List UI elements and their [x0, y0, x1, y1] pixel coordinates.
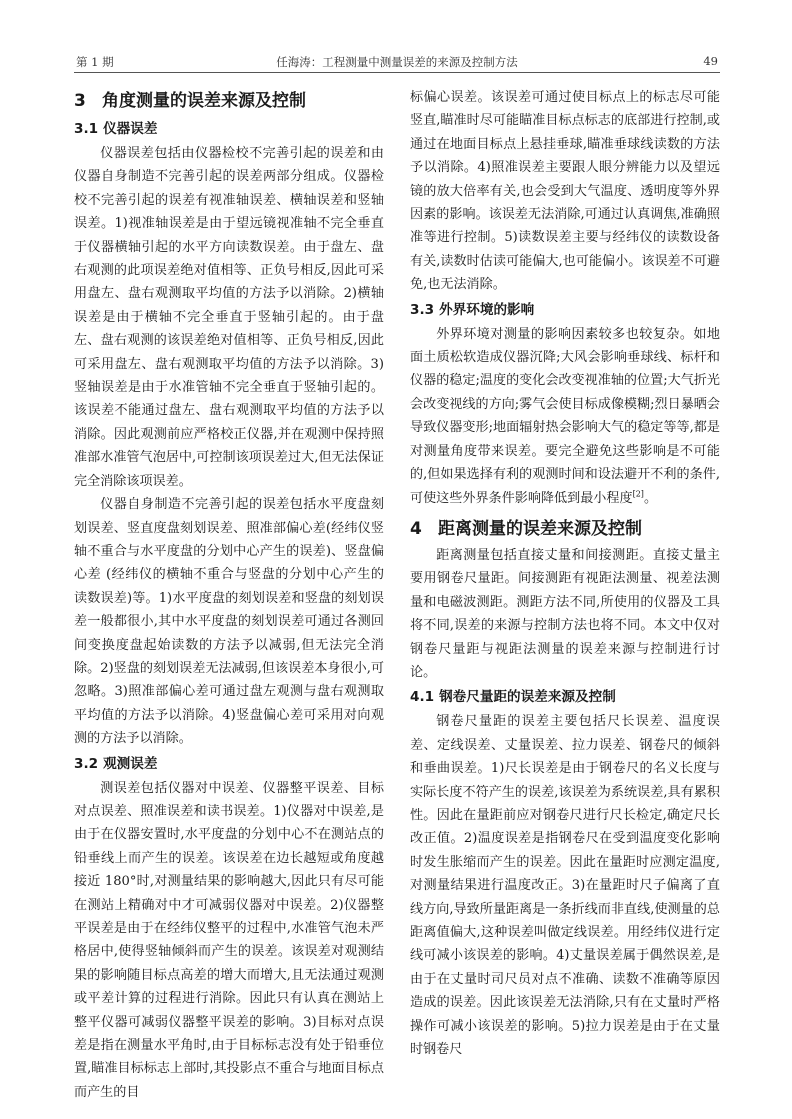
paragraph: 仪器自身制造不完善引起的误差包括水平度盘刻划误差、竖直度盘刻划误差、照准部偏心差(经纬仪竖轴不重合与水平度盘的分划中心产生的误差)、竖盘偏心差 (经纬仪的横轴不重合与竖盘的分划中心产生的读数误差)等。1)水平度盘的刻划误差和竖盘的刻划误差一般都很小,其中水平度盘的刻划误差可通过各测回间变换度盘起始读数的方法予以减弱,但无法完全消除。2)竖盘的刻划误差无法减弱,但该误差本身很小,可忽略。3)照准部偏心差可通过盘左观测与盘右观测取平均值的方法予以消除。4)竖盘偏心差可采用对向观测的方法予以消除。: [74, 497, 384, 747]
left-column: [74, 86, 384, 1104]
paragraph: 测误差包括仪器对中误差、仪器整平误差、目标对点误差、照准误差和读书误差。1)仪器对中误差,是由于在仪器安置时,水平度盘的分划中心不在测站点的铅垂线上而产生的误差。该误差在边长越短或角度越接近 180°时,对测量结果的影响越大,因此只有尽可能在测站上精确对中才可减弱仪器对中误差。2)仪器整平误差是由于在经纬仪整平的过程中,水准管气泡未严格居中,使得竖轴倾斜而产生的误差。该误差对观测结果的影响随目标点高差的增大而增大,且无法通过观测或平差计算的过程进行消除。因此只有认真在测站上整平仪器可减弱仪器整平误差的影响。3)目标对点误差是指在测量水平角时,由于目标标志没有处于铅垂位置,瞄准目标标志上部时,其投影点不重合与地面目标点而产生的目: [74, 780, 384, 1100]
section-3-number: 3: [74, 91, 86, 111]
section-4-1-heading: [410, 684, 720, 710]
section-4-heading: [410, 514, 720, 544]
section-4-1-title: 钢卷尺量距的误差来源及控制: [439, 689, 616, 706]
paragraph: [410, 323, 720, 510]
running-header: [74, 50, 720, 72]
citation-ref[interactable]: [2]: [632, 489, 644, 499]
section-3-heading: [74, 86, 384, 116]
header-rule: [74, 72, 720, 73]
section-3-3-title: 外界环境的影响: [439, 301, 535, 318]
paragraph-continued: 标偏心误差。该误差可通过使目标点上的标志尽可能竖直,瞄准时尽可能瞄准目标点标志的底部进行控制,或通过在地面目标点上悬挂垂球,瞄准垂球线读数的方法予以消除。4)照准误差主要跟人眼分辨能力以及望远镜的放大倍率有关,也会受到大气温度、透明度等外界因素的影响。该误差无法消除,可通过认真调焦,准确照准等进行控制。5)读数误差主要与经纬仪的读数设备有关,读数时估读可能偏大,也可能偏小。该误差不可避免,也无法消除。: [410, 90, 720, 293]
section-3-3-number: 3.3: [410, 301, 435, 318]
paragraph-text: 外界环境对测量的影响因素较多也较复杂。如地面土质松软造成仪器沉降;大风会影响垂球线、标杆和仪器的稳定;温度的变化会改变视准轴的位置;大气折光会改变视线的方向;雾气会使目标成像模糊;烈日暴晒会导致仪器变形;地面辐射热会影响大气的稳定等等,都是对测量角度带来误差。要完全避免这些影响是不可能的,但如果选择有利的观测时间和设法避开不利的条件,可使这些外界条件影响降低到最小程度: [410, 326, 720, 506]
section-3-2-number: 3.2: [74, 755, 99, 772]
issue-label: 第 1 期: [76, 55, 114, 69]
section-4-number: 4: [410, 518, 422, 539]
right-column: [410, 86, 720, 1061]
running-title: 任海涛：工程测量中测量误差的来源及控制方法: [276, 55, 518, 69]
paragraph: 距离测量包括直接丈量和间接测距。直接丈量主要用钢卷尺量距。间接测距有视距法测量、视差法测量和电磁波测距。测距方法不同,所使用的仪器及工具将不同,误差的来源与控制方法也将不同。本文中仅对钢卷尺量距与视距法测量的误差来源与控制进行讨论。: [410, 547, 720, 680]
page-number: 49: [703, 54, 718, 68]
section-3-title: 角度测量的误差来源及控制: [102, 91, 306, 111]
section-3-2-heading: [74, 751, 384, 777]
section-3-1-heading: [74, 116, 384, 142]
section-3-2-title: 观测误差: [103, 755, 158, 772]
paragraph-end: 。: [643, 490, 658, 506]
section-3-1-number: 3.1: [74, 121, 99, 137]
section-4-title: 距离测量的误差来源及控制: [438, 518, 642, 539]
paragraph: 钢卷尺量距的误差主要包括尺长误差、温度误差、定线误差、丈量误差、拉力误差、钢卷尺的倾斜和垂曲误差。1)尺长误差是由于钢卷尺的名义长度与实际长度不符产生的误差,该误差为系统误差,具有累积性。因此在量距前应对钢卷尺进行尺长检定,确定尺长改正值。2)温度误差是指钢卷尺在受到温度变化影响时发生胀缩而产生的误差。因此在量距时应测定温度,对测量结果进行温度改正。3)在量距时尺子偏离了直线方向,导致所量距离是一条折线而非直线,使测量的总距离值偏大,这种误差叫做定线误差。用经纬仪进行定线可减小该误差的影响。4)丈量误差属于偶然误差,是由于在丈量时司尺员对点不准确、读数不准确等原因造成的误差。因此该误差无法消除,只有在丈量时严格操作可减小该误差的影响。5)拉力误差是由于在丈量时钢卷尺: [410, 714, 720, 1058]
section-3-3-heading: [410, 297, 720, 323]
section-4-1-number: 4.1: [410, 689, 435, 706]
section-3-1-title: 仪器误差: [103, 121, 158, 137]
paragraph: 仪器误差包括由仪器检校不完善引起的误差和由仪器自身制造不完善引起的误差两部分组成。仪器检校不完善引起的误差有视准轴误差、横轴误差和竖轴误差。1)视准轴误差是由于望远镜视准轴不完全垂直于仪器横轴引起的水平方向读数误差。由于盘左、盘右观测的此项误差绝对值相等、正负号相反,因此可采用盘左、盘右观测取平均值的方法予以消除。2)横轴误差是由于横轴不完全垂直于竖轴引起的。由于盘左、盘右观测的该误差绝对值相等、正负号相反,因此可采用盘左、盘右观测取平均值的方法予以消除。3)竖轴误差是由于水准管轴不完全垂直于竖轴引起的。该误差不能通过盘左、盘右观测取平均值的方法予以消除。因此观测前应严格校正仪器,并在观测中保持照准部水准管气泡居中,可控制该项误差过大,但无法保证完全消除该项误差。: [74, 146, 384, 489]
